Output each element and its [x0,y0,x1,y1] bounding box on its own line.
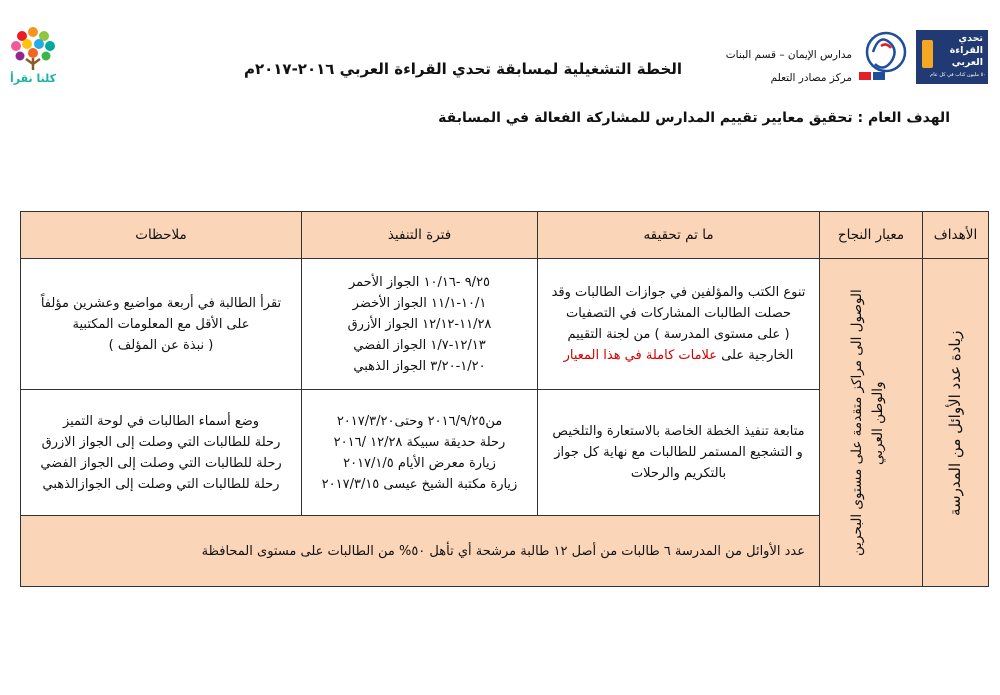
general-goal: الهدف العام : تحقيق معايير تقييم المدارس للمشاركة الفعالة في المسابقة [438,110,950,126]
period-line: رحلة حديقة سبيكة ١٢/٢٨ /٢٠١٦ [333,434,506,450]
header-achieved: ما تم تحقيقه [538,212,820,259]
achieved-cell-2 [538,390,820,516]
achieved-cell-1 [538,259,820,390]
notes-line: رحلة للطالبات التي وصلت إلى الجوازالذهبي [42,476,280,492]
period-line: من٢٠١٦/٩/٢٥ وحتى٢٠١٧/٣/٢٠ [336,413,503,429]
header-period: فترة التنفيذ [302,212,538,259]
table-row [21,259,989,390]
notes-line: رحلة للطالبات التي وصلت إلى الجواز الازرق [41,434,281,450]
header-notes: ملاحظات [21,212,302,259]
achieved-line: حصلت الطالبات المشاركات في التصفيات [565,306,792,321]
notes-line: رحلة للطالبات التي وصلت إلى الجواز الفضي [40,455,282,471]
school-name: مدارس الإيمان – قسم البنات [725,49,852,61]
full-marks-highlight: علامات كاملة في هذا المعيار [563,348,718,363]
operational-plan-table [20,211,989,587]
logo-tagline: ٥٠ مليون كتاب في كل عام [930,72,986,78]
summary-cell: عدد الأوائل من المدرسة ٦ طالبات من أصل ١٢ طالبة مرشحة أي تأهل ٥٠% من الطالبات على مستوى المحافظة [21,516,820,587]
period-line: زيارة معرض الأيام ٢٠١٧/١/٥ [343,455,496,471]
period-cell-1 [302,259,538,390]
header-criteria: معيار النجاح [820,212,923,259]
notes-cell-2 [21,390,302,516]
goal-cell [923,259,989,587]
school-info [726,44,852,90]
achieved-line: و التشجيع المستمر للطالبات مع نهاية كل جواز [554,445,803,460]
period-line: ٩/٢٥ -١٠/١٦ الجواز الأحمر [348,274,491,290]
notes-line: وضع أسماء الطالبات في لوحة التميز [62,413,260,429]
achieved-line [544,345,813,366]
achieved-line: ( على مستوى المدرسة ) من لجنة التقييم [567,327,790,342]
header-goals: الأهداف [923,212,989,259]
achieved-line: تنوع الكتب والمؤلفين في جوازات الطالبات وقد [551,285,806,300]
achieved-line: متابعة تنفيذ الخطة الخاصة بالاستعارة والتلخيص [552,424,805,439]
notes-line: على الأقل مع المعلومات المكتبية [72,316,250,332]
period-line: زيارة مكتبة الشيخ عيسى ٢٠١٧/٣/١٥ [321,476,518,492]
criteria-cell [820,259,923,587]
logo-title-line1: تحدي [958,33,983,44]
period-line: ١٠/١-١١/١ الجواز الأخضر [352,295,487,311]
reading-challenge-emblem [855,24,915,86]
achieved-text: الخارجية على [717,348,794,363]
notes-line: ( نبذة عن المؤلف ) [108,337,214,353]
goal-text: زيادة عدد الأوائل من المدرسة [946,329,964,516]
arab-reading-challenge-logo [916,30,988,84]
period-line: ١١/٢٨-١٢/١٢ الجواز الأزرق [347,316,492,332]
criteria-text: الوصول الى مراكز متقدمة على مستوى البحرين والوطن العربي [849,289,886,556]
notes-cell-1 [21,259,302,390]
logo-title-line2: القراءة [949,45,983,56]
period-line: ١٢/١٣-١/٧ الجواز الفضي [353,337,486,353]
document-title: الخطة التشغيلية لمسابقة تحدي القراءة العربي ٢٠١٦-٢٠١٧م [243,60,683,78]
notes-line: تقرأ الطالبة في أربعة مواضيع وعشرين مؤلفاً [40,295,282,311]
period-line: ١/٢٠-٣/٢٠ الجواز الذهبي [353,358,486,374]
logo-title-line3: العربي [951,57,983,68]
kullna-naqra-logo [8,22,58,90]
table-header-row [21,212,989,259]
kullna-naqra-logo-text: كلنا نقرأ [10,72,56,85]
achieved-line: بالتكريم والرحلات [630,466,727,481]
department-name: مركز مصادر التعلم [770,72,852,84]
period-cell-2 [302,390,538,516]
